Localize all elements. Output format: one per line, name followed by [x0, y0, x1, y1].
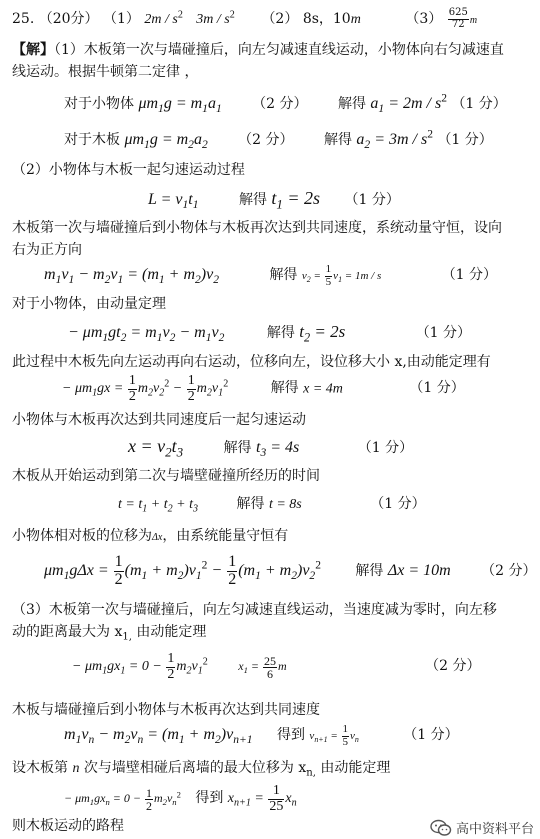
- paragraph-10: 木板与墙碰撞后到小物体与木板再次达到共同速度: [12, 702, 320, 718]
- question-score: （20分）: [38, 11, 99, 27]
- equation-3: $L = v_1t_1$ 解得 $t_1 = 2s$ （1 分）: [148, 188, 400, 212]
- question-number: 25.: [12, 11, 35, 27]
- watermark: [430, 818, 534, 837]
- equation-9: $\mu m_1g\Delta x$ = $\frac{1}{2}$ $(m_1 + m_2)v_1^2$ − $\frac{1}{2}$ $(m_1 + m_2)v_2^2$ 解得 Δx = 10m （2 分）: [44, 553, 537, 588]
- equation-4: $m_1v_1 - m_2v_1 = (m_1 + m_2)v_2$ 解得 $v_2$ = $\frac{1}{5}$ $v_1 = 1m / s$ （1 分）: [44, 263, 498, 288]
- paragraph-1b: 线运动。根据牛顿第二定律 ，: [12, 64, 199, 80]
- answer-header: [12, 8, 540, 31]
- paragraph-12: 则木板运动的路程: [12, 818, 124, 834]
- paragraph-8: 小物体相对板的位移为Δx，由系统能量守恒有: [12, 528, 289, 544]
- paragraph-3b: 右为正方向: [12, 242, 82, 258]
- paragraph-9b: 动的距离最大为 $x_{1,}$ 由动能定理: [12, 624, 207, 643]
- paragraph-6: 小物体与木板再次达到共同速度后一起匀速运动: [12, 412, 306, 428]
- paragraph-3a: 木板第一次与墙碰撞后到小物体与木板再次达到共同速度，系统动量守恒，设向: [12, 220, 502, 236]
- wechat-icon: [430, 819, 452, 837]
- answer-3-fraction: $\frac{625}{72}$: [448, 7, 468, 30]
- answer-2-label: （2）: [261, 11, 299, 27]
- equation-12: − $\mu m_1gx_n = 0$ − $\frac{1}{2}$ $m_2v_n^2$ 得到 $x_{n+1}$ = $\frac{1}{25}$ $x_n$: [64, 783, 297, 814]
- solution-marker: 【解】: [12, 42, 54, 58]
- equation-5: − $\mu m_1gt_2 = m_1v_2 - m_1v_2$ 解得 $t_2 = 2s$ （1 分）: [68, 322, 472, 345]
- answer-1-value-1: $2m / s^2$: [144, 9, 183, 27]
- answer-3-unit: m: [469, 15, 478, 26]
- paragraph-1a: 【解】（1）木板第一次与墙碰撞后，向左匀减速直线运动，小物体向右匀减速直: [12, 42, 504, 58]
- watermark-text: 高中资料平台: [455, 822, 534, 837]
- answer-2-value: 8s，10m: [302, 11, 361, 27]
- paragraph-4: 对于小物体，由动量定理: [12, 296, 166, 312]
- paragraph-5: 此过程中木板先向左运动再向右运动，位移向左，设位移大小 x,由动能定理有: [12, 354, 491, 370]
- equation-11: $m_1v_n - m_2v_n = (m_1 + m_2)v_{n+1}$ 得到 $v_{n+1}$ = $\frac{1}{5}$ $v_n$ （1 分）: [64, 723, 459, 748]
- equation-8: $t = t_1 + t_2 + t_3$ 解得 t = 8s （1 分）: [118, 496, 426, 515]
- paragraph-2: （2）小物体与木板一起匀速运动过程: [12, 162, 245, 178]
- answer-3-label: （3）: [405, 11, 443, 27]
- paragraph-11: 设木板第 n 次与墙壁相碰后离墙的最大位移为 $x_{n,}$ 由动能定理: [12, 760, 391, 779]
- equation-1: 对于小物体 $\mu m_1g = m_1a_1$ （2 分） 解得 $a_1 = 2m / s^2$ （1 分）: [64, 92, 507, 116]
- equation-10: − $\mu m_1gx_1 = 0$ − $\frac{1}{2}$ $m_2v_1^2$ $x_1$ = $\frac{25}{6}$ m （2 分）: [72, 651, 481, 682]
- paragraph-7: 木板从开始运动到第二次与墙壁碰撞所经历的时间: [12, 468, 320, 484]
- equation-7: $x = v_2t_3$ 解得 $t_3 = 4s$ （1 分）: [128, 436, 414, 460]
- paragraph-9a: （3）木板第一次与墙碰撞后，向左匀减速直线运动，当速度减为零时，向左移: [12, 602, 497, 618]
- equation-2: 对于木板 $\mu m_1g = m_2a_2$ （2 分） 解得 $a_2 = 3m / s^2$ （1 分）: [64, 128, 493, 152]
- equation-6: − $\mu m_1gx$ = $\frac{1}{2}$ $m_2v_2^2$ − $\frac{1}{2}$ $m_2v_1^2$ 解得 x = 4m （1 分）: [62, 373, 465, 404]
- answer-1-label: （1）: [103, 11, 140, 27]
- answer-1-value-2: $3m / s^2$: [196, 9, 235, 27]
